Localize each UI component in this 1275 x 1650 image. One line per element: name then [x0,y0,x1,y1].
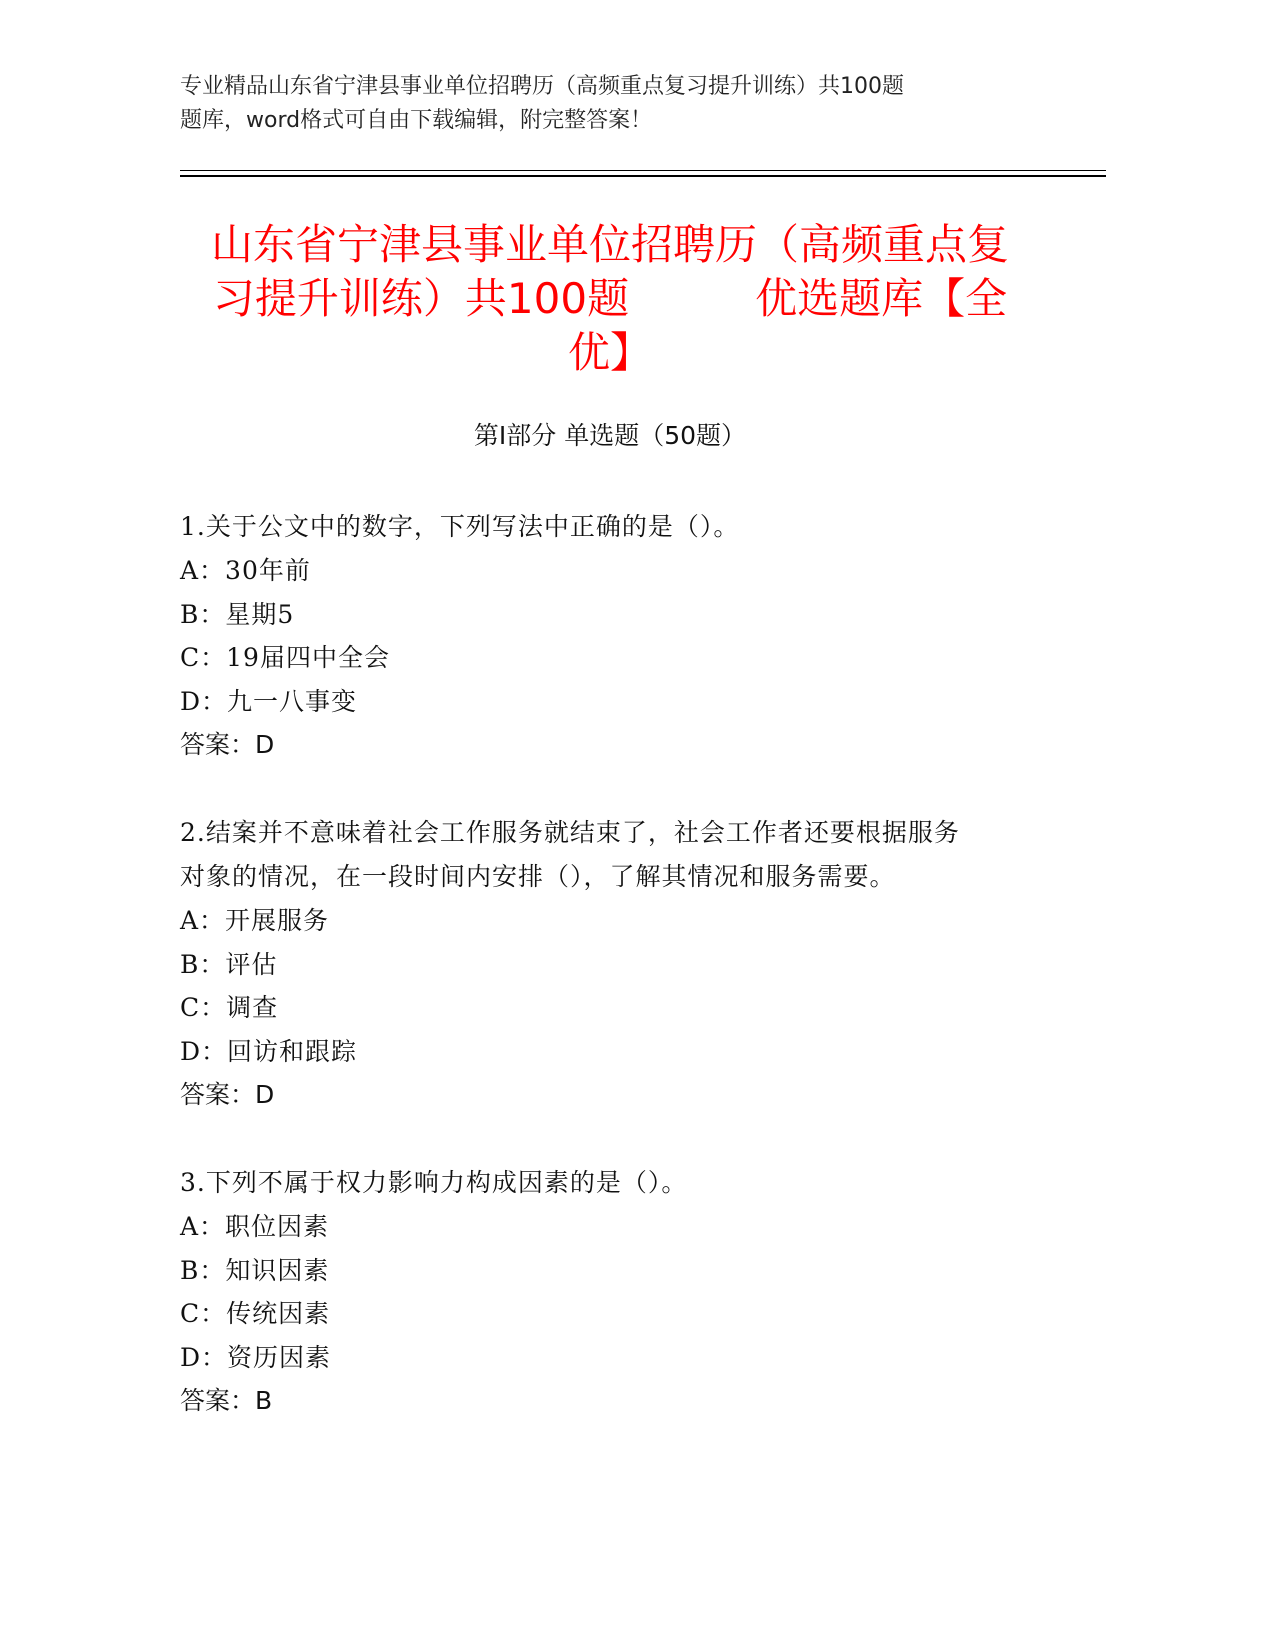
document-title [180,218,1040,380]
option-c: C：19届四中全会 [180,643,390,672]
option-d: D：资历因素 [180,1342,332,1372]
option-b: B：知识因素 [180,1255,330,1285]
question-list [180,505,1040,1467]
question-item [180,505,1040,767]
answer-label: 答案： [180,730,256,759]
document-title-line-3: 优】 [567,328,652,377]
option-b: B：评估 [180,949,278,979]
section-title: 第Ⅰ部分 单选题（50题） [473,421,747,450]
question-item [180,811,1040,1117]
option-d: D：回访和跟踪 [180,1036,358,1066]
answer-line [180,1073,1040,1117]
document-title-line-2: 习提升训练）共100题 优选题库【全 [212,274,1008,323]
header-divider-thin [180,170,1106,171]
document-title-line-1: 山东省宁津县事业单位招聘历（高频重点复 [210,220,1009,269]
header-note-line-1: 专业精品山东省宁津县事业单位招聘历（高频重点复习提升训练）共100题 [180,74,904,99]
option-b: B：星期5 [180,599,295,629]
option-c: C：传统因素 [180,1299,331,1328]
answer-label: 答案： [180,1386,256,1415]
question-stem: 3.下列不属于权力影响力构成因素的是（）。 [180,1168,688,1197]
answer-label: 答案： [180,1080,256,1109]
option-a: A：职位因素 [180,1212,330,1241]
header-divider-thick [180,175,1106,177]
answer-line [180,723,1040,767]
question-stem: 1.关于公文中的数字，下列写法中正确的是（）。 [180,512,740,541]
question-stem-line-1: 2.结案并不意味着社会工作服务就结束了，社会工作者还要根据服务 [180,818,960,847]
header-note-line-2: 题库，word格式可自由下载编辑，附完整答案！ [180,108,653,133]
answer-value: B [255,1386,273,1415]
option-a: A：开展服务 [180,906,330,935]
question-item [180,1161,1040,1423]
option-d: D：九一八事变 [180,686,358,716]
question-stem-line-2: 对象的情况，在一段时间内安排（），了解其情况和服务需要。 [180,862,896,891]
option-a: A：30年前 [180,556,311,585]
answer-line [180,1379,1040,1423]
header-note [180,70,1000,138]
option-c: C：调查 [180,993,279,1022]
answer-value: D [255,1080,275,1109]
answer-value: D [255,730,275,759]
